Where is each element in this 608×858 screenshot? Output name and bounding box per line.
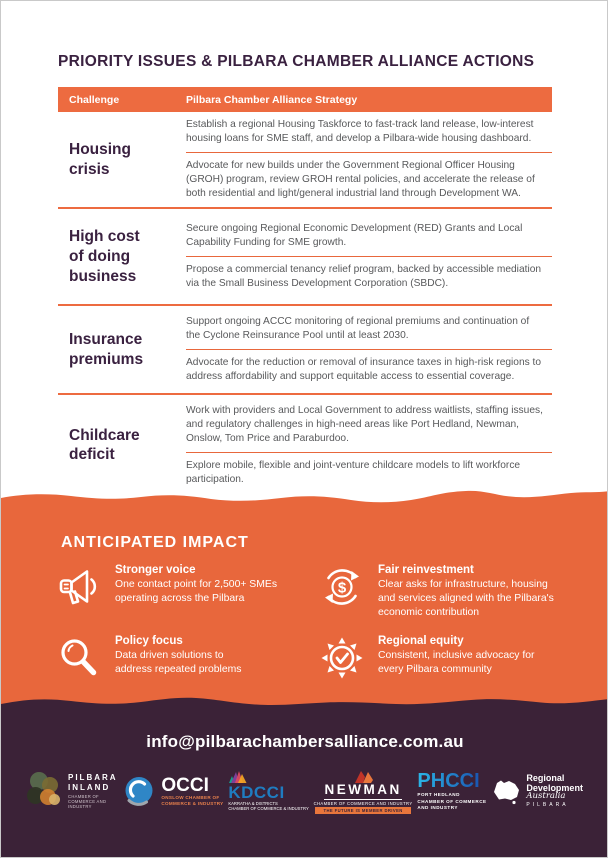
logo-text: PILBARA INLAND CHAMBER OF COMMERCE AND INDUSTRY — [68, 772, 118, 810]
column-header-challenge: Challenge — [69, 93, 120, 106]
logo-pilbara-inland — [27, 770, 118, 812]
impact-item-description: One contact point for 2,500+ SMEs operating across the Pilbara — [115, 579, 278, 604]
strategy-text: Explore mobile, flexible and joint-venture childcare models to lift workforce participation. — [186, 459, 521, 485]
logo-phcci: PHCCI PORT HEDLAND CHAMBER OF COMMERCE AND INDUSTRY — [417, 770, 487, 810]
contact-email[interactable]: info@pilbarachambersalliance.com.au — [146, 732, 464, 751]
impact-item-text — [115, 564, 307, 606]
svg-text:$: $ — [337, 579, 347, 597]
strategy-text: Propose a commercial tenancy relief program, backed by accessible mediation via the Small Business Development Corporation (SBDC). — [186, 264, 542, 290]
page-title: PRIORITY ISSUES & PILBARA CHAMBER ALLIANCE ACTIONS — [58, 53, 535, 70]
dollar-cycle-icon — [319, 564, 365, 610]
impact-item-text — [378, 635, 550, 677]
occi-globe-icon — [122, 775, 156, 808]
strategy-text: Secure ongoing Regional Economic Development (RED) Grants and Local Capability Funding for SME growth. — [186, 223, 523, 249]
strategy-cell — [186, 209, 552, 304]
impact-item-title: Policy focus — [115, 635, 183, 648]
table-row — [58, 112, 552, 209]
strategy-cell — [186, 395, 552, 495]
strategy-cell — [186, 306, 552, 393]
magnifier-icon — [56, 635, 102, 681]
challenge-childcare: Childcare deficit — [69, 426, 140, 464]
challenge-housing-crisis: Housing crisis — [69, 140, 131, 178]
strategy-text: Establish a regional Housing Taskforce to fast-track land release, low-interest housing loans for SME staff, and develop a Pilbara-wide housing dashboard. — [186, 119, 534, 145]
footer — [1, 713, 608, 858]
impact-item-title: Stronger voice — [115, 564, 196, 576]
strategy-text: Advocate for the reduction or removal of insurance taxes in high-risk regions to address affordability and support equitable access to essential coverage. — [186, 357, 542, 383]
impact-item-description: Clear asks for infrastructure, housing and services aligned with the Pilbara's economic contribution — [378, 579, 554, 618]
logo-newman: NEWMAN CHAMBER OF COMMERCE AND INDUSTRY THE FUTURE IS MEMBER DRIVEN — [314, 768, 413, 814]
member-logos-row — [1, 768, 608, 814]
gear-check-icon — [319, 635, 365, 681]
table-header-row — [58, 87, 552, 112]
logo-occi — [122, 775, 223, 808]
strategy-text: Advocate for new builds under the Government Regional Officer Housing (GROH) program, review GROH rental policies, and accelerate the release of both residential and light/general industrial land through Development WA. — [186, 160, 535, 200]
impact-item-title: Fair reinvestment — [378, 564, 474, 576]
newman-tagline: THE FUTURE IS MEMBER DRIVEN — [315, 807, 410, 814]
impact-item-policy-focus — [56, 635, 319, 681]
australia-map-icon — [491, 778, 521, 805]
challenge-high-cost: High cost of doing business — [69, 228, 140, 285]
impact-item-description: Data driven solutions to address repeated problems — [115, 650, 242, 676]
strategy-cell — [186, 112, 552, 207]
logo-text: OCCI ONSLOW CHAMBER OF COMMERCE & INDUSTRY — [161, 774, 224, 806]
table-row — [58, 395, 552, 495]
table-row — [58, 306, 552, 395]
column-header-strategy: Pilbara Chamber Alliance Strategy — [186, 93, 358, 106]
impact-item-title: Regional equity — [378, 635, 464, 648]
logo-rda-pilbara — [491, 774, 583, 808]
impact-item-text — [378, 564, 561, 619]
impact-item-stronger-voice — [56, 564, 319, 619]
strategy-text: Support ongoing ACCC monitoring of regional premiums and continuation of the Cyclone Reinsurance Pool until at least 2030. — [186, 316, 530, 342]
impact-item-description: Consistent, inclusive advocacy for every Pilbara community — [378, 650, 535, 676]
kdcci-prism-icon — [228, 771, 248, 784]
pilbara-inland-circles-icon — [27, 770, 63, 812]
impact-heading: ANTICIPATED IMPACT — [61, 534, 249, 551]
megaphone-icon — [56, 564, 102, 610]
logo-text: Regional Development Australia PILBARA — [526, 773, 583, 808]
newman-chevron-icon — [351, 768, 375, 783]
impact-item-text — [115, 635, 257, 677]
wave-top-edge — [1, 487, 608, 509]
wave-bottom-edge — [1, 691, 608, 715]
priority-issues-table — [58, 87, 552, 495]
challenge-insurance: Insurance premiums — [69, 331, 144, 368]
logo-kdcci: KDCCI KARRATHA & DISTRICTS CHAMBER OF COMMERCE & INDUSTRY — [228, 771, 308, 812]
impact-item-regional-equity — [319, 635, 561, 681]
impact-item-fair-reinvestment — [319, 564, 561, 619]
table-row — [58, 209, 552, 306]
strategy-text: Work with providers and Local Government to address waitlists, staffing issues, and regulatory challenges in high-need areas like Port Hedland, Newman, Onslow, Tom Price and Paraburdoo. — [186, 404, 543, 444]
impact-grid — [56, 564, 561, 681]
